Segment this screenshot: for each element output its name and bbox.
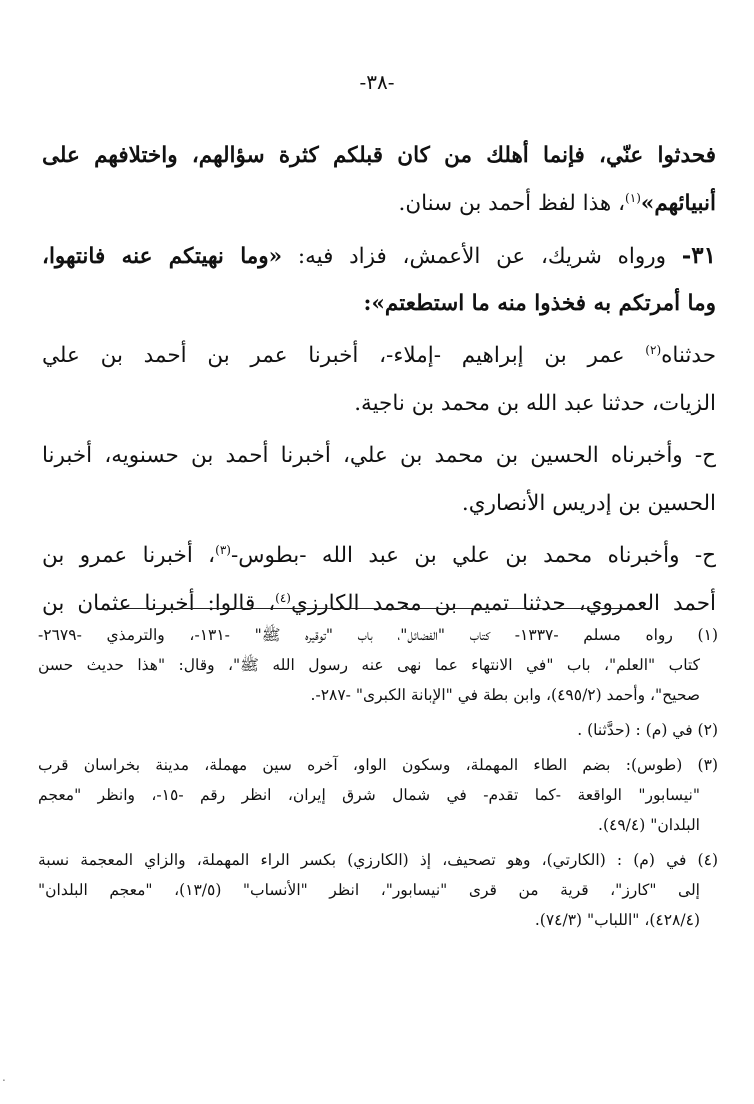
text-run: ، أخبرنا عمرو بن <box>42 543 216 568</box>
text-line: فحدثوا عنّي، فإنما أهلك من كان قبلكم كثرة سؤالهم، واختلافهم على <box>42 143 716 168</box>
text-line <box>42 232 716 280</box>
text-line <box>42 532 716 580</box>
footnote-line: (٤) في (م) : (الكارتي)، وهو تصحيف، إذ (الكارزي) بكسر الراء المهملة، والزاي المعجمة نسبة <box>38 851 718 869</box>
text-line: ح- وأخبرناه الحسين بن محمد بن علي، أخبرنا أحمد بن حسنويه، أخبرنا <box>42 443 716 468</box>
text-run: حدثناه <box>661 343 716 368</box>
footnote-ref[interactable]: (٢) <box>645 342 662 357</box>
footnote-line: صحيح"، وأحمد (٤٩٥/٢)، وابن بطة في "الإبانة الكبرى" -٢٨٧-. <box>310 686 700 704</box>
footnote-line: (١) رواه مسلم -١٣٣٧- كتاب "الفضائل"، باب "توقيره ﷺ" -١٣١-، والترمذي -٢٦٧٩- <box>38 626 718 644</box>
footnote-line: (٤٢٨/٤)، "اللباب" (٧٤/٣). <box>534 911 700 929</box>
text-run: ح- وأخبرناه محمد بن علي بن عبد الله -بطوس- <box>230 543 716 568</box>
footnote-ref[interactable]: (٤) <box>275 590 291 605</box>
text-run: ورواه شريك، عن الأعمش، فزاد فيه: <box>282 244 682 269</box>
text-run: ، قالوا: أخبرنا عثمان بن <box>42 591 276 616</box>
text-run: ، هذا لفظ أحمد بن سنان. <box>398 191 626 216</box>
footnote-line: كتاب "العلم"، باب "في الانتهاء عما نهى عنه رسول الله ﷺ"، وقال: "هذا حديث حسن <box>38 656 700 674</box>
footnote-line: (٣) (طوس): بضم الطاء المهملة، وسكون الواو، آخره سين مهملة، مدينة بخراسان قرب <box>38 756 718 774</box>
footnote-line: البلدان" (٤٩/٤). <box>598 816 700 834</box>
hadith-number: ٣١- <box>681 242 716 269</box>
footnote-line: (٢) في (م) : (حدَّثنا) . <box>577 721 718 739</box>
footnote-separator <box>122 608 632 609</box>
text-line <box>42 180 716 228</box>
text-run: عمر بن إبراهيم -إملاء-، أخبرنا عمر بن أحمد بن علي <box>42 343 646 368</box>
page-number: -٣٨- <box>359 70 395 94</box>
footnotes <box>38 620 718 935</box>
text-line <box>42 332 716 380</box>
footnote-ref[interactable]: (٣) <box>215 542 231 557</box>
text-line: الحسين بن إدريس الأنصاري. <box>461 491 716 516</box>
footnote-line: إلى "كارز"، قرية من قرى "نيسابور"، انظر "الأنساب" (١٣/٥)، "معجم البلدان" <box>38 881 700 899</box>
hadith-text: «وما نهيتكم عنه فانتهوا، <box>42 244 283 269</box>
footnote-line: "نيسابور" الواقعة -كما تقدم- في شمال شرق إيران، انظر رقم -١٥-، وانظر "معجم <box>38 786 701 804</box>
main-text <box>42 132 716 628</box>
text-line: الزيات، حدثنا عبد الله بن محمد بن ناجية. <box>354 391 716 416</box>
hadith-end: أنبيائهم» <box>640 191 716 216</box>
text-run: أحمد العمروي، حدثنا تميم بن محمد الكارزي <box>290 591 716 616</box>
text-line: وما أمرتكم به فخذوا منه ما استطعتم»: <box>363 291 716 316</box>
margin-mark: . <box>2 1070 6 1084</box>
footnote-ref[interactable]: (١) <box>625 190 641 205</box>
